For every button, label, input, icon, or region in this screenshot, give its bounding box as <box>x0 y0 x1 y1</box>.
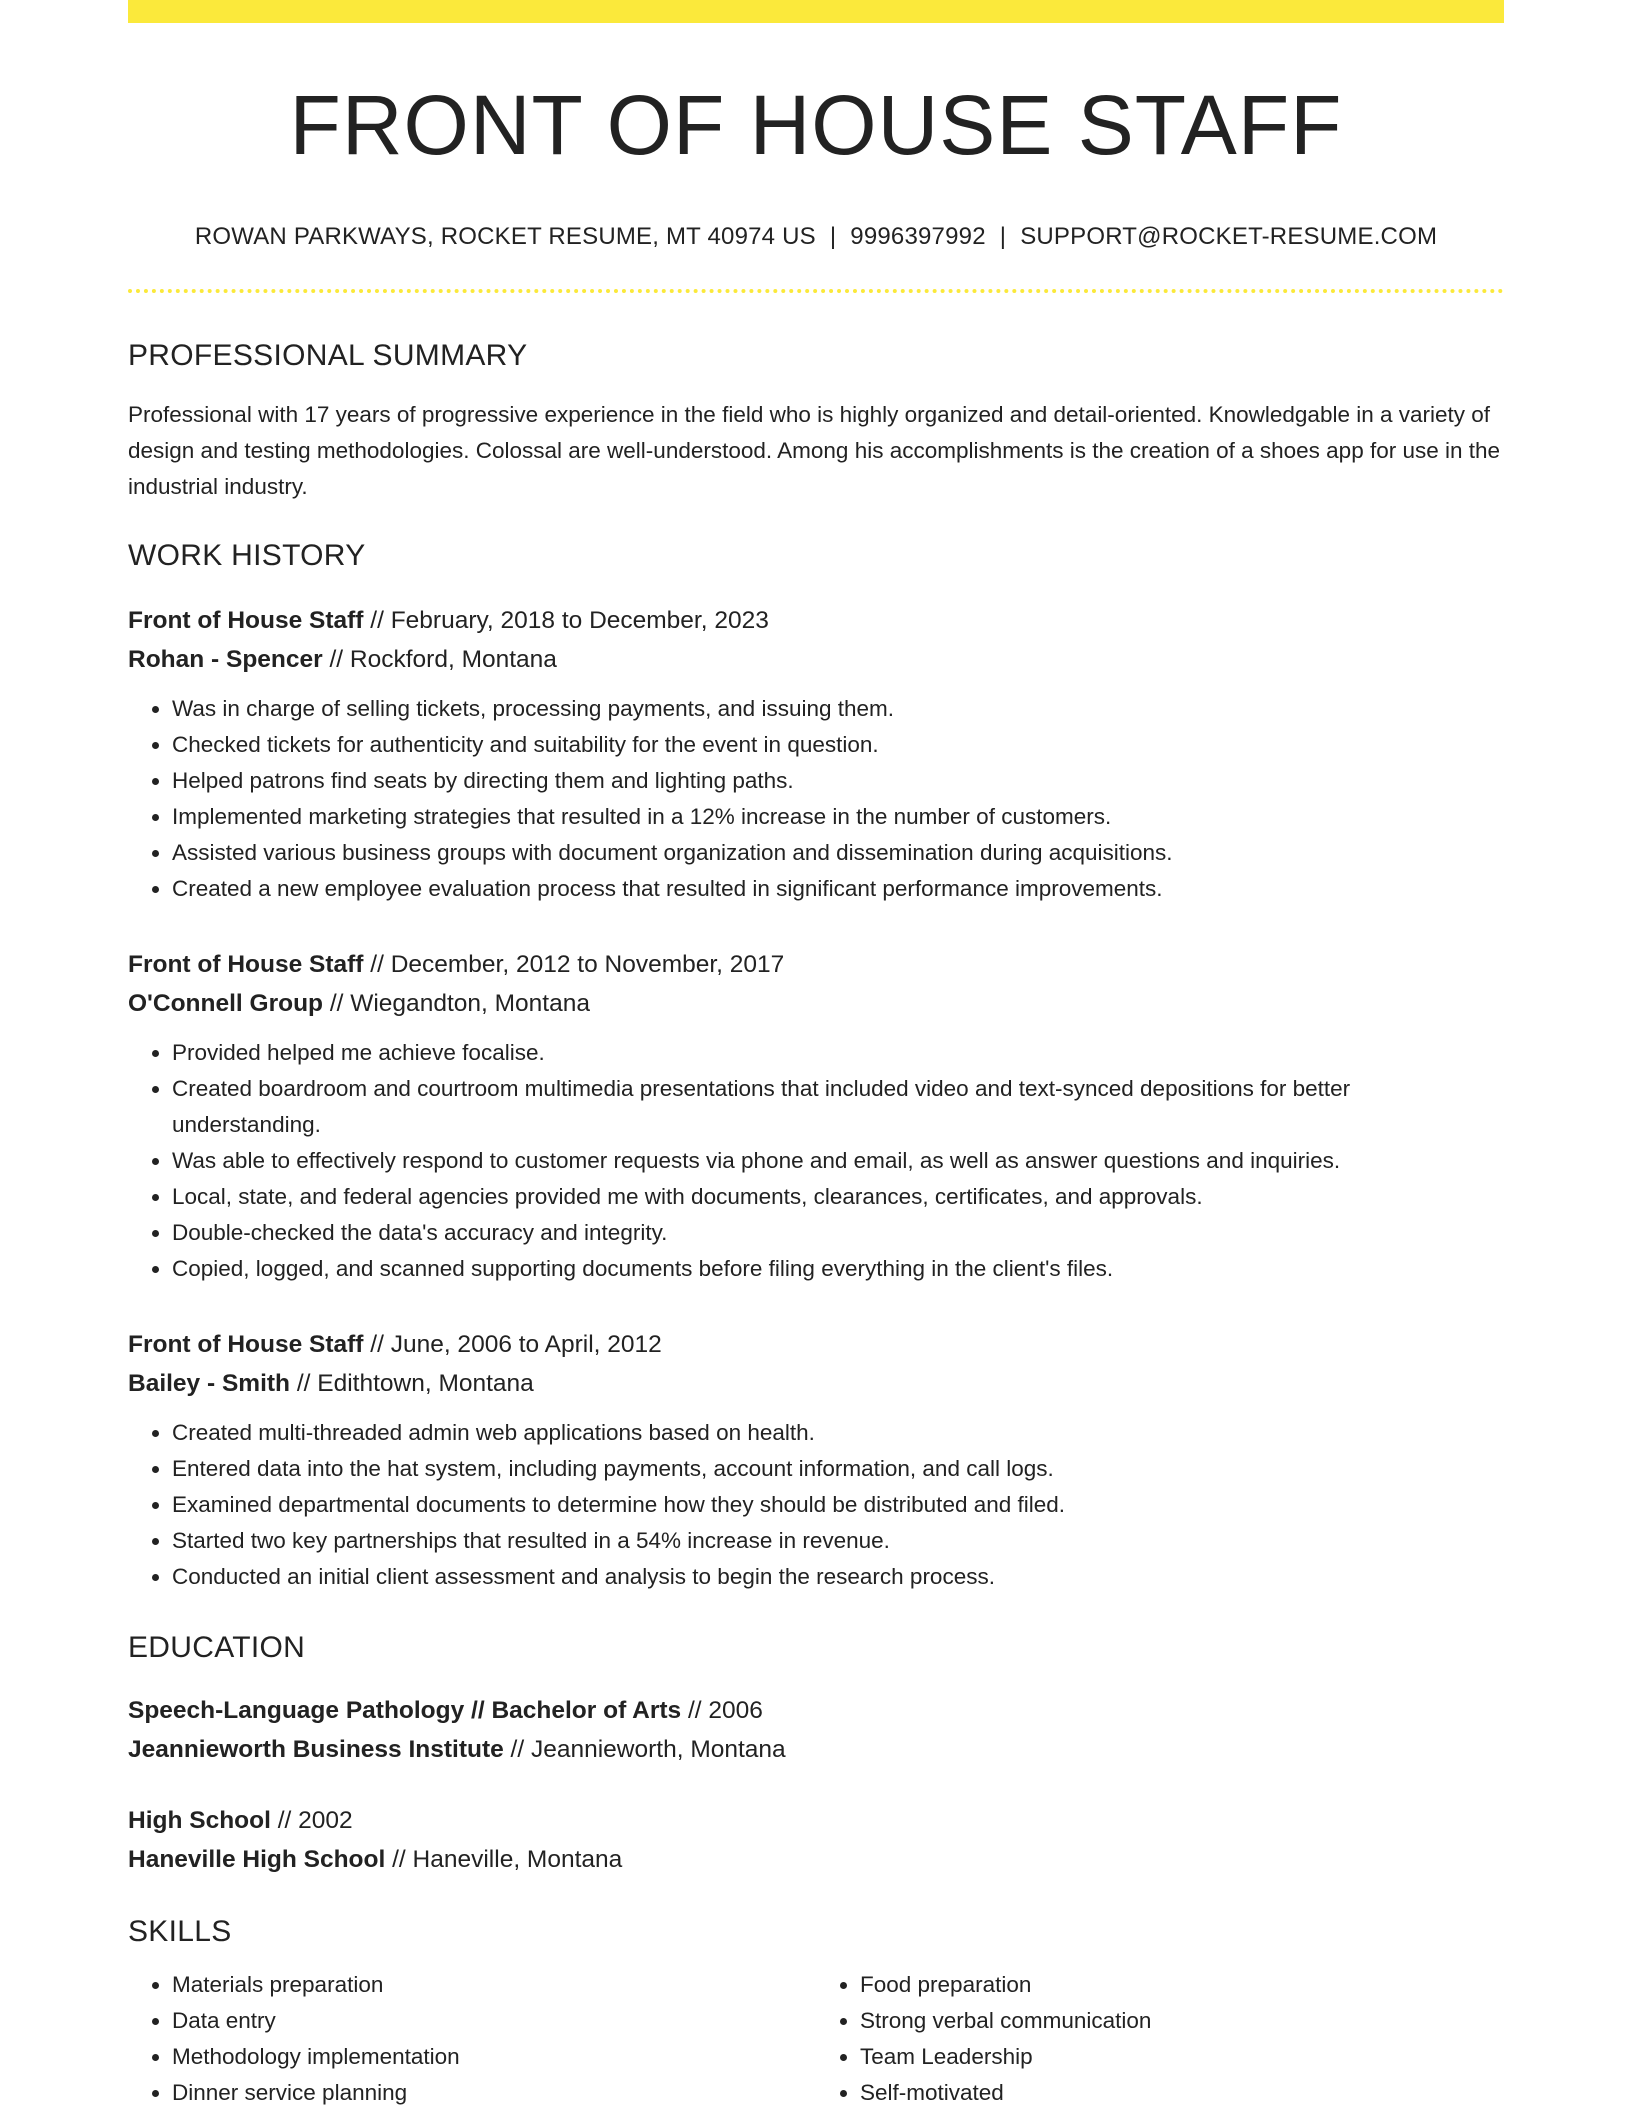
job-bullet: • Entered data into the hat system, including payments, account information, and call logs. <box>172 1451 1504 1487</box>
top-accent-bar <box>128 0 1504 23</box>
job-location: // Wiegandton, Montana <box>323 990 590 1017</box>
job-bullet-list <box>128 1415 1504 1595</box>
education-location: // Jeannieworth, Montana <box>503 1736 786 1763</box>
contact-address: ROWAN PARKWAYS, ROCKET RESUME, MT 40974 US <box>194 223 816 250</box>
skills-grid <box>128 1967 1504 2111</box>
contact-separator: | <box>999 223 1007 250</box>
education-degree: Speech-Language Pathology // Bachelor of Arts <box>128 1697 682 1724</box>
job-title-line <box>128 601 1504 640</box>
summary-heading: PROFESSIONAL SUMMARY <box>128 339 528 372</box>
skill-item: • Data entry <box>172 2003 816 2039</box>
job-entry <box>128 945 1504 1287</box>
education-degree: High School <box>128 1807 271 1834</box>
skill-item: • Methodology implementation <box>172 2039 816 2075</box>
job-location: // Rockford, Montana <box>322 646 557 673</box>
job-bullet: • Double-checked the data's accuracy and integrity. <box>172 1215 1504 1251</box>
job-bullet: • Local, state, and federal agencies provided me with documents, clearances, certificates, and approvals. <box>172 1179 1504 1215</box>
job-title-line <box>128 1325 1504 1364</box>
job-company: O'Connell Group <box>128 990 324 1017</box>
education-location: // Haneville, Montana <box>385 1846 623 1873</box>
job-bullet: • Was in charge of selling tickets, processing payments, and issuing them. <box>172 691 1504 727</box>
dotted-divider <box>128 289 1504 293</box>
contact-line <box>128 223 1504 251</box>
job-entry <box>128 1325 1504 1595</box>
job-role: Front of House Staff <box>128 607 364 634</box>
job-bullet: • Created multi-threaded admin web applications based on health. <box>172 1415 1504 1451</box>
contact-separator: | <box>829 223 837 250</box>
summary-text: Professional with 17 years of progressive experience in the field who is highly organized and detail-oriented. Knowledgable in a variety of design and testing methodologies. Colossal are well-understood. Among his accomplishments is the creation of a shoes app for use in the industrial industry. <box>128 402 1501 499</box>
job-bullet: • Created boardroom and courtroom multimedia presentations that included video and text-synced depositions for better understanding. <box>172 1071 1504 1143</box>
skill-item: • Materials preparation <box>172 1967 816 2003</box>
job-bullet-list <box>128 691 1504 907</box>
job-dates: // February, 2018 to December, 2023 <box>363 607 769 634</box>
job-bullet: • Implemented marketing strategies that resulted in a 12% increase in the number of customers. <box>172 799 1504 835</box>
education-entry <box>128 1801 1504 1879</box>
education-entry <box>128 1691 1504 1769</box>
skill-item: • Team Leadership <box>860 2039 1504 2075</box>
job-company: Rohan - Spencer <box>128 646 323 673</box>
education-school: Haneville High School <box>128 1846 386 1873</box>
skills-column-right <box>816 1967 1504 2111</box>
job-company-line <box>128 984 1504 1023</box>
skill-item: • Food preparation <box>860 1967 1504 2003</box>
resume-page <box>128 0 1504 2111</box>
job-company: Bailey - Smith <box>128 1370 291 1397</box>
resume-name: FRONT OF HOUSE STAFF <box>289 78 1343 172</box>
education-degree-line <box>128 1691 1504 1730</box>
job-entry <box>128 601 1504 907</box>
job-bullet: • Conducted an initial client assessment and analysis to begin the research process. <box>172 1559 1504 1595</box>
contact-phone: 9996397992 <box>850 223 986 250</box>
skill-item: • Strong verbal communication <box>860 2003 1504 2039</box>
skills-heading: SKILLS <box>128 1915 232 1948</box>
job-company-line <box>128 640 1504 679</box>
job-location: // Edithtown, Montana <box>290 1370 534 1397</box>
job-bullet: • Provided helped me achieve focalise. <box>172 1035 1504 1071</box>
education-school: Jeannieworth Business Institute <box>128 1736 504 1763</box>
job-bullet: • Checked tickets for authenticity and suitability for the event in question. <box>172 727 1504 763</box>
contact-email: SUPPORT@ROCKET-RESUME.COM <box>1020 223 1438 250</box>
education-heading: EDUCATION <box>128 1631 306 1664</box>
job-bullet-list <box>128 1035 1504 1287</box>
work-history-list <box>128 601 1504 1595</box>
education-year: // 2002 <box>270 1807 353 1834</box>
job-bullet: • Created a new employee evaluation process that resulted in significant performance improvements. <box>172 871 1504 907</box>
job-bullet: • Started two key partnerships that resulted in a 54% increase in revenue. <box>172 1523 1504 1559</box>
job-bullet: • Assisted various business groups with document organization and dissemination during acquisitions. <box>172 835 1504 871</box>
education-school-line <box>128 1730 1504 1769</box>
job-bullet: • Copied, logged, and scanned supporting documents before filing everything in the client's files. <box>172 1251 1504 1287</box>
job-company-line <box>128 1364 1504 1403</box>
job-role: Front of House Staff <box>128 1331 364 1358</box>
education-year: // 2006 <box>681 1697 763 1724</box>
work-history-heading: WORK HISTORY <box>128 539 366 572</box>
job-role: Front of House Staff <box>128 951 364 978</box>
job-bullet: • Helped patrons find seats by directing them and lighting paths. <box>172 763 1504 799</box>
education-degree-line <box>128 1801 1504 1840</box>
skills-column-left <box>128 1967 816 2111</box>
job-bullet: • Examined departmental documents to determine how they should be distributed and filed. <box>172 1487 1504 1523</box>
job-title-line <box>128 945 1504 984</box>
skill-item: • Dinner service planning <box>172 2075 816 2111</box>
job-dates: // December, 2012 to November, 2017 <box>363 951 785 978</box>
skill-item: • Self-motivated <box>860 2075 1504 2111</box>
education-school-line <box>128 1840 1504 1879</box>
education-list <box>128 1691 1504 1879</box>
job-bullet: • Was able to effectively respond to customer requests via phone and email, as well as answer questions and inquiries. <box>172 1143 1504 1179</box>
job-dates: // June, 2006 to April, 2012 <box>363 1331 662 1358</box>
